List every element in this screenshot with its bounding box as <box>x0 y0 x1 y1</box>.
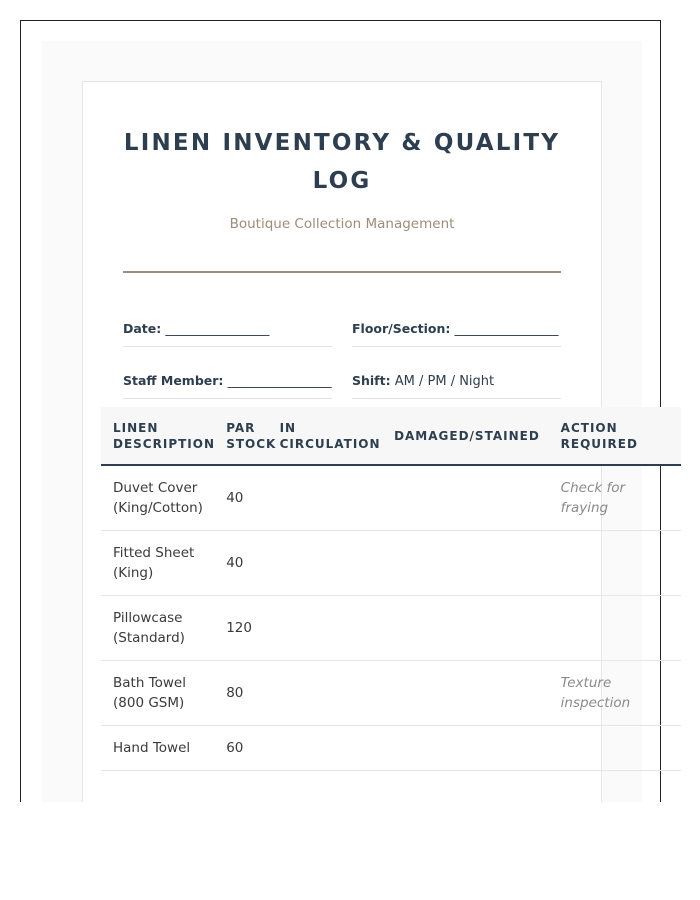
cell-description: Pillowcase (Standard) <box>101 596 214 661</box>
cell-description: Duvet Cover (King/Cotton) <box>101 465 214 531</box>
cell-in-circulation[interactable] <box>268 726 382 771</box>
cell-damaged[interactable] <box>382 465 549 531</box>
cell-damaged[interactable] <box>382 661 549 726</box>
cell-par-stock: 40 <box>214 531 267 596</box>
floor-section-value[interactable]: ________________ <box>454 322 559 337</box>
header-action-required: ACTION REQUIRED <box>549 407 681 465</box>
cell-par-stock: 80 <box>214 661 267 726</box>
header-par-stock: PAR STOCK <box>214 407 267 465</box>
header-linen-description: LINEN DESCRIPTION <box>101 407 214 465</box>
shift-field[interactable] <box>352 373 561 399</box>
cell-in-circulation[interactable] <box>268 596 382 661</box>
inventory-table <box>101 407 681 771</box>
cell-par-stock: 40 <box>214 465 267 531</box>
table-row <box>101 465 681 531</box>
cell-damaged[interactable] <box>382 531 549 596</box>
cell-in-circulation[interactable] <box>268 531 382 596</box>
staff-member-field[interactable] <box>123 373 332 399</box>
inventory-table-wrapper <box>101 407 661 771</box>
cell-par-stock: 120 <box>214 596 267 661</box>
cell-action[interactable] <box>549 726 681 771</box>
header-damaged-stained: DAMAGED/STAINED <box>382 407 549 465</box>
date-value[interactable]: ________________ <box>165 322 270 337</box>
cell-damaged[interactable] <box>382 596 549 661</box>
cell-description: Fitted Sheet (King) <box>101 531 214 596</box>
cell-in-circulation[interactable] <box>268 465 382 531</box>
floor-section-field[interactable] <box>352 321 561 347</box>
staff-member-value[interactable]: ________________ <box>227 374 332 389</box>
cell-par-stock: 60 <box>214 726 267 771</box>
cell-in-circulation[interactable] <box>268 661 382 726</box>
cell-damaged[interactable] <box>382 726 549 771</box>
date-field[interactable] <box>123 321 332 347</box>
table-row <box>101 726 681 771</box>
cell-action[interactable] <box>549 531 681 596</box>
cell-description: Bath Towel (800 GSM) <box>101 661 214 726</box>
floor-section-label: Floor/Section: <box>352 321 451 336</box>
table-row <box>101 596 681 661</box>
table-row <box>101 531 681 596</box>
cell-action[interactable]: Texture inspection <box>549 661 681 726</box>
shift-value[interactable]: AM / PM / Night <box>394 374 495 389</box>
document-subtitle: Boutique Collection Management <box>229 216 455 232</box>
shift-label: Shift: <box>352 373 391 388</box>
document-title: LINEN INVENTORY & QUALITY LOG <box>123 130 561 194</box>
date-label: Date: <box>123 321 162 336</box>
staff-member-label: Staff Member: <box>123 373 224 388</box>
cell-action[interactable] <box>549 596 681 661</box>
table-header-row <box>101 407 681 465</box>
title-divider <box>123 271 561 273</box>
cell-description: Hand Towel <box>101 726 214 771</box>
table-row <box>101 661 681 726</box>
cell-action[interactable]: Check for fraying <box>549 465 681 531</box>
header-in-circulation: IN CIRCULATION <box>268 407 382 465</box>
